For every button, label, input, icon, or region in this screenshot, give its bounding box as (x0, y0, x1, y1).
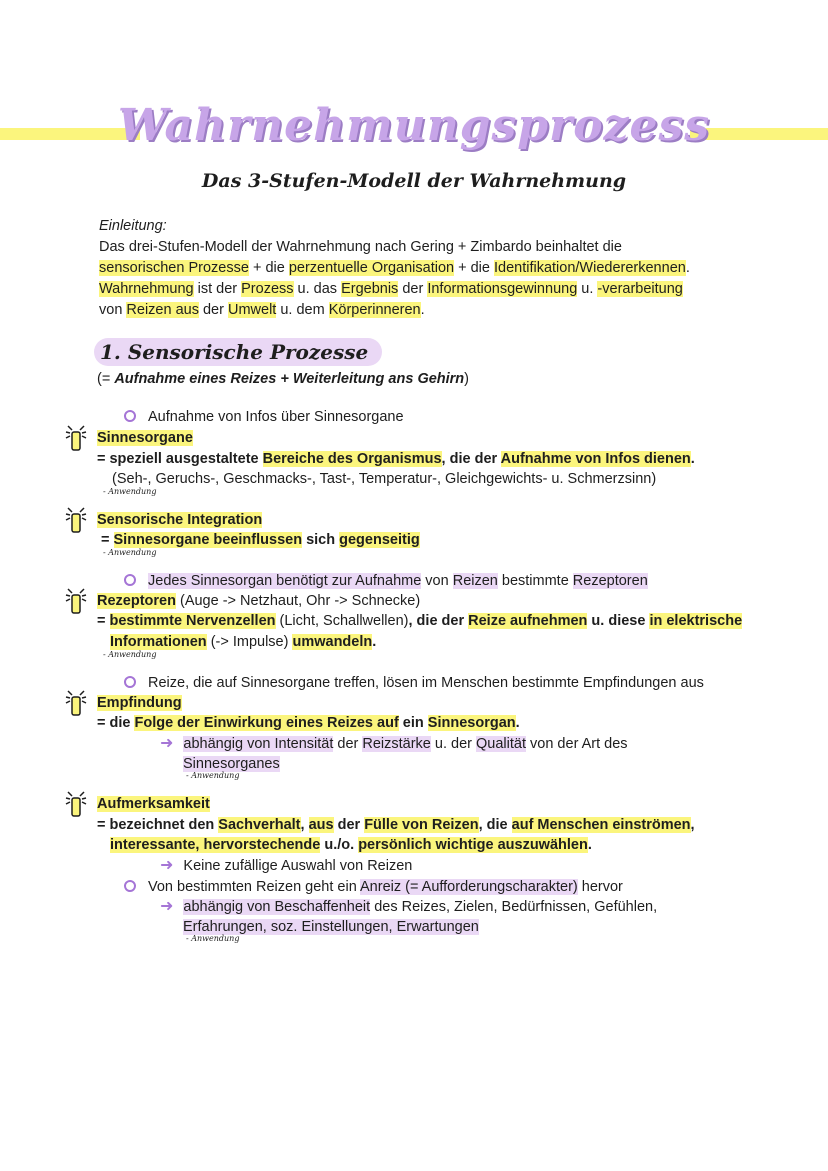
empfindung-definition: = die Folge der Einwirkung eines Reizes auf ein Sinnesorgan. (97, 715, 520, 731)
empfindung-arrow-item: ➜ abhängig von Intensität der Reizstärke u. der Qualität von der Art des (160, 735, 628, 752)
rezeptoren-definition: = bestimmte Nervenzellen (Licht, Schallwellen), die der Reize aufnehmen u. diese in elektrische (97, 613, 743, 629)
bullet-item: Aufnahme von Infos über Sinnesorgane (124, 407, 404, 427)
bullet-icon (124, 410, 136, 422)
term-rezeptoren: Rezeptoren (Auge -> Netzhaut, Ohr -> Schnecke) (97, 593, 421, 609)
arrow-right-icon: ➜ (160, 857, 174, 874)
intro-line-1: Das drei-Stufen-Modell der Wahrnehmung nach Gering + Zimbardo beinhaltet die (99, 239, 622, 255)
section-heading: 1. Sensorische Prozesse (94, 338, 382, 366)
intro-line-3: Wahrnehmung ist der Prozess u. das Ergebnis der Informationsgewinnung u. -verarbeitung (99, 281, 683, 297)
lightbulb-icon (64, 689, 88, 719)
aufmerksamkeit-arrow-item-2: ➜ abhängig von Beschaffenheit des Reizes, Zielen, Bedürfnissen, Gefühlen, (160, 898, 658, 915)
aufmerksamkeit-definition-2: interessante, hervorstechende u./o. persönlich wichtige auszuwählen. (110, 837, 592, 853)
bullet-item: Von bestimmten Reizen geht ein Anreiz (= Aufforderungscharakter) hervor (124, 877, 623, 897)
page-title: Wahrnehmungsprozess (117, 100, 711, 151)
anwendung-note: - Anwendung (186, 771, 240, 780)
aufmerksamkeit-definition: = bezeichnet den Sachverhalt, aus der Fülle von Reizen, die auf Menschen einströmen, (97, 817, 695, 833)
sinnesorgane-definition: = speziell ausgestaltete Bereiche des Organismus, die der Aufnahme von Infos dienen. (97, 451, 695, 467)
lightbulb-icon (64, 790, 88, 820)
term-sensorische-integration: Sensorische Integration (97, 512, 263, 528)
section-subheading: (= Aufnahme eines Reizes + Weiterleitung ans Gehirn) (97, 371, 470, 387)
bullet-icon (124, 574, 136, 586)
empfindung-arrow-item-2: Sinnesorganes (183, 756, 280, 772)
lightbulb-icon (64, 424, 88, 454)
page-subtitle: Das 3-Stufen-Modell der Wahrnehmung (201, 170, 627, 192)
integration-definition: = Sinnesorgane beeinflussen sich gegenseitig (101, 532, 420, 548)
term-sinnesorgane: Sinnesorgane (97, 430, 193, 446)
bullet-icon (124, 880, 136, 892)
anwendung-note: - Anwendung (103, 548, 157, 557)
lightbulb-icon (64, 587, 88, 617)
intro-label: Einleitung: (99, 218, 167, 234)
anwendung-note: - Anwendung (103, 487, 157, 496)
anwendung-note: - Anwendung (186, 934, 240, 943)
bullet-icon (124, 676, 136, 688)
aufmerksamkeit-arrow-item-3: Erfahrungen, soz. Einstellungen, Erwartungen (183, 919, 479, 935)
term-empfindung: Empfindung (97, 695, 182, 711)
term-aufmerksamkeit: Aufmerksamkeit (97, 796, 210, 812)
intro-line-2: sensorischen Prozesse + die perzentuelle Organisation + die Identifikation/Wiedererkennen. (99, 260, 690, 276)
bullet-item: Jedes Sinnesorgan benötigt zur Aufnahme von Reizen bestimmte Rezeptoren (124, 571, 648, 591)
sinnesorgane-list: (Seh-, Geruchs-, Geschmacks-, Tast-, Temperatur-, Gleichgewichts- u. Schmerzsinn) (112, 471, 657, 487)
bullet-item: Reize, die auf Sinnesorgane treffen, lösen im Menschen bestimmte Empfindungen aus (124, 673, 704, 693)
anwendung-note: - Anwendung (103, 650, 157, 659)
intro-line-4: von Reizen aus der Umwelt u. dem Körperinneren. (99, 302, 425, 318)
lightbulb-icon (64, 506, 88, 536)
arrow-right-icon: ➜ (160, 898, 174, 915)
rezeptoren-definition-2: Informationen (-> Impulse) umwandeln. (110, 634, 377, 650)
aufmerksamkeit-arrow-item: ➜ Keine zufällige Auswahl von Reizen (160, 857, 413, 874)
arrow-right-icon: ➜ (160, 735, 174, 752)
